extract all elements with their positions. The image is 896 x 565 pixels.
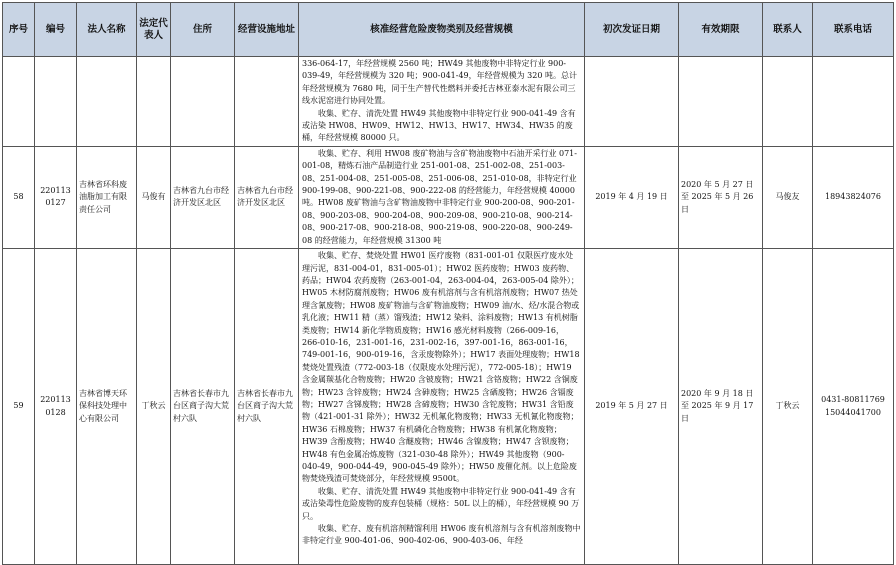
- cell-phone: 18943824076: [813, 146, 894, 248]
- cell-facility: 吉林省九台市经济开发区北区: [235, 146, 299, 248]
- cell-scope: [299, 57, 585, 147]
- header-legal-rep: 法定代表人: [137, 3, 171, 57]
- cell-validity: 2020 年 5 月 27 日至 2025 年 5 月 26 日: [679, 146, 763, 248]
- header-contact: 联系人: [763, 3, 813, 57]
- cell-facility: [235, 57, 299, 147]
- cell-seq: 58: [3, 146, 35, 248]
- cell-phone: [813, 57, 894, 147]
- cell-residence: 吉林省长春市九台区商子沟大荒村六队: [171, 249, 235, 565]
- cell-code: 220113 0128: [35, 249, 77, 565]
- scope-paragraph: 收集、贮存、清洗处置 HW49 其他废物中非特定行业 900-041-49 含有或沾染 HW08、HW09、HW12、HW13、HW17、HW34、HW35 的废桶，年经营规模 80000 只。: [302, 108, 576, 143]
- cell-contact: [763, 57, 813, 147]
- scope-paragraph: 收集、贮存、清洗处置 HW49 其他废物中非特定行业 900-041-49 含有或沾染毒性危险废物的废弃包装桶（规格：50L 以上的桶），年经营规模 90 万只。: [302, 486, 580, 521]
- scope-paragraph: 收集、贮存、废有机溶剂精馏利用 HW06 废有机溶剂与含有机溶剂废物中非特定行业 900-401-06、900-402-06、900-403-06、年经: [302, 524, 581, 546]
- cell-seq: [3, 57, 35, 147]
- header-first-date: 初次发证日期: [585, 3, 679, 57]
- cell-contact: 马俊友: [763, 146, 813, 248]
- scope-paragraph: 收集、贮存、利用 HW08 废矿物油与含矿物油废物中石油开采行业 071-001-08，精炼石油产品制造行业 251-001-08、251-002-08、251-003-08、251-004-08、251-005-08、251-006-08、251-010-08，非特定行业 900-199-08、900-221-08、900-222-08 的经营能力，年经营规模 40000 吨。HW08 废矿物油与含矿物油废物中非特定行业 900-200-08、900-201-08、900-203-08、900-204-08、900-209-08、900-210-08、900-214-08、900-217-08、900-218-08、900-219-08、900-220-08、900-249-08 的经营能力，年经营规模 31300 吨: [302, 148, 577, 245]
- cell-name: [77, 57, 137, 147]
- cell-seq: 59: [3, 249, 35, 565]
- scope-paragraph: 336-064-17，年经营规模 2560 吨；HW49 其他废物中非特定行业 900-039-49，年经营规模为 320 吨；900-041-49，年经营规模为 320 吨。总计年经营规模为 7680 吨，同于生产替代性燃料并委托吉林亚泰水泥有限公司三线水泥窑进行协同处置。: [302, 59, 577, 106]
- cell-facility: 吉林省长春市九台区商子沟大荒村六队: [235, 249, 299, 565]
- header-seq: 序号: [3, 3, 35, 57]
- cell-residence: [171, 57, 235, 147]
- header-residence: 住所: [171, 3, 235, 57]
- cell-legal-rep: 马俊有: [137, 146, 171, 248]
- cell-phone: 0431-80811769 15044041700: [813, 249, 894, 565]
- cell-residence: 吉林省九台市经济开发区北区: [171, 146, 235, 248]
- cell-validity: 2020 年 9 月 18 日至 2025 年 9 月 17 日: [679, 249, 763, 565]
- cell-scope: [299, 146, 585, 248]
- cell-first-date: [585, 57, 679, 147]
- cell-validity: [679, 57, 763, 147]
- header-scope: 核准经营危险废物类别及经营规模: [299, 3, 585, 57]
- header-code: 编号: [35, 3, 77, 57]
- header-validity: 有效期限: [679, 3, 763, 57]
- cell-scope: [299, 249, 585, 565]
- cell-legal-rep: [137, 57, 171, 147]
- cell-code: [35, 57, 77, 147]
- header-phone: 联系电话: [813, 3, 894, 57]
- cell-code: 220113 0127: [35, 146, 77, 248]
- table-row: [3, 249, 894, 565]
- header-facility: 经营设施地址: [235, 3, 299, 57]
- cell-contact: 丁秋云: [763, 249, 813, 565]
- header-name: 法人名称: [77, 3, 137, 57]
- cell-name: 吉林省博天环保科技处理中心有限公司: [77, 249, 137, 565]
- header-row: [3, 3, 894, 57]
- cell-first-date: 2019 年 4 月 19 日: [585, 146, 679, 248]
- cell-name: 吉林省环科废油脂加工有限责任公司: [77, 146, 137, 248]
- hazardous-waste-license-table: [2, 2, 894, 565]
- table-row: [3, 57, 894, 147]
- cell-first-date: 2019 年 5 月 27 日: [585, 249, 679, 565]
- cell-legal-rep: 丁秋云: [137, 249, 171, 565]
- scope-paragraph: 收集、贮存、焚烧处置 HW01 医疗废物（831-001-01 仅限医疗废水处理污泥，831-004-01，831-005-01）；HW02 医药废物；HW03 废药物、药品；HW04 农药废物（263-001-04，263-004-04，263-005-04 除外）；HW05 木材防腐剂废物；HW06 废有机溶剂与含有机溶剂废物；HW07 热处理含氰废物；HW08 废矿物油与含矿物油废物；HW09 油/水、烃/水混合物或乳化液；HW11 精（蒸）馏残渣；HW12 染料、涂料废物；HW13 有机树脂类废物；HW14 新化学物质废物；HW16 感光材料废物（266-009-16，266-010-16，231-001-16，231-002-16，397-001-16，863-001-16，749-001-16，900-019-16，含汞废物除外）；HW17 表面处理废物；HW18 焚烧处置残渣（772-003-18（仅限废水处理污泥），772-005-18）；HW19 含金属羰基化合物废物；HW20 含铍废物；HW21 含铬废物；HW22 含铜废物；HW23 含锌废物；HW24 含砷废物；HW25 含硒废物；HW26 含镉废物；HW27 含锑废物；HW28 含碲废物；HW30 含铊废物；HW31 含铅废物（421-001-31 除外）；HW32 无机氟化物废物；HW33 无机氰化物废物；HW36 石棉废物；HW37 有机磷化合物废物；HW38 有机氰化物废物；HW39 含酚废物；HW40 含醚废物；HW46 含镍废物；HW47 含钡废物；HW48 有色金属冶炼废物（321-030-48 除外）；HW49 其他废物（900-040-49，900-044-49，900-045-49 除外）；HW50 废催化剂。以上危险废物焚烧残渣可焚烧部分，年经营规模 9500t。: [302, 251, 580, 484]
- table-row: [3, 146, 894, 248]
